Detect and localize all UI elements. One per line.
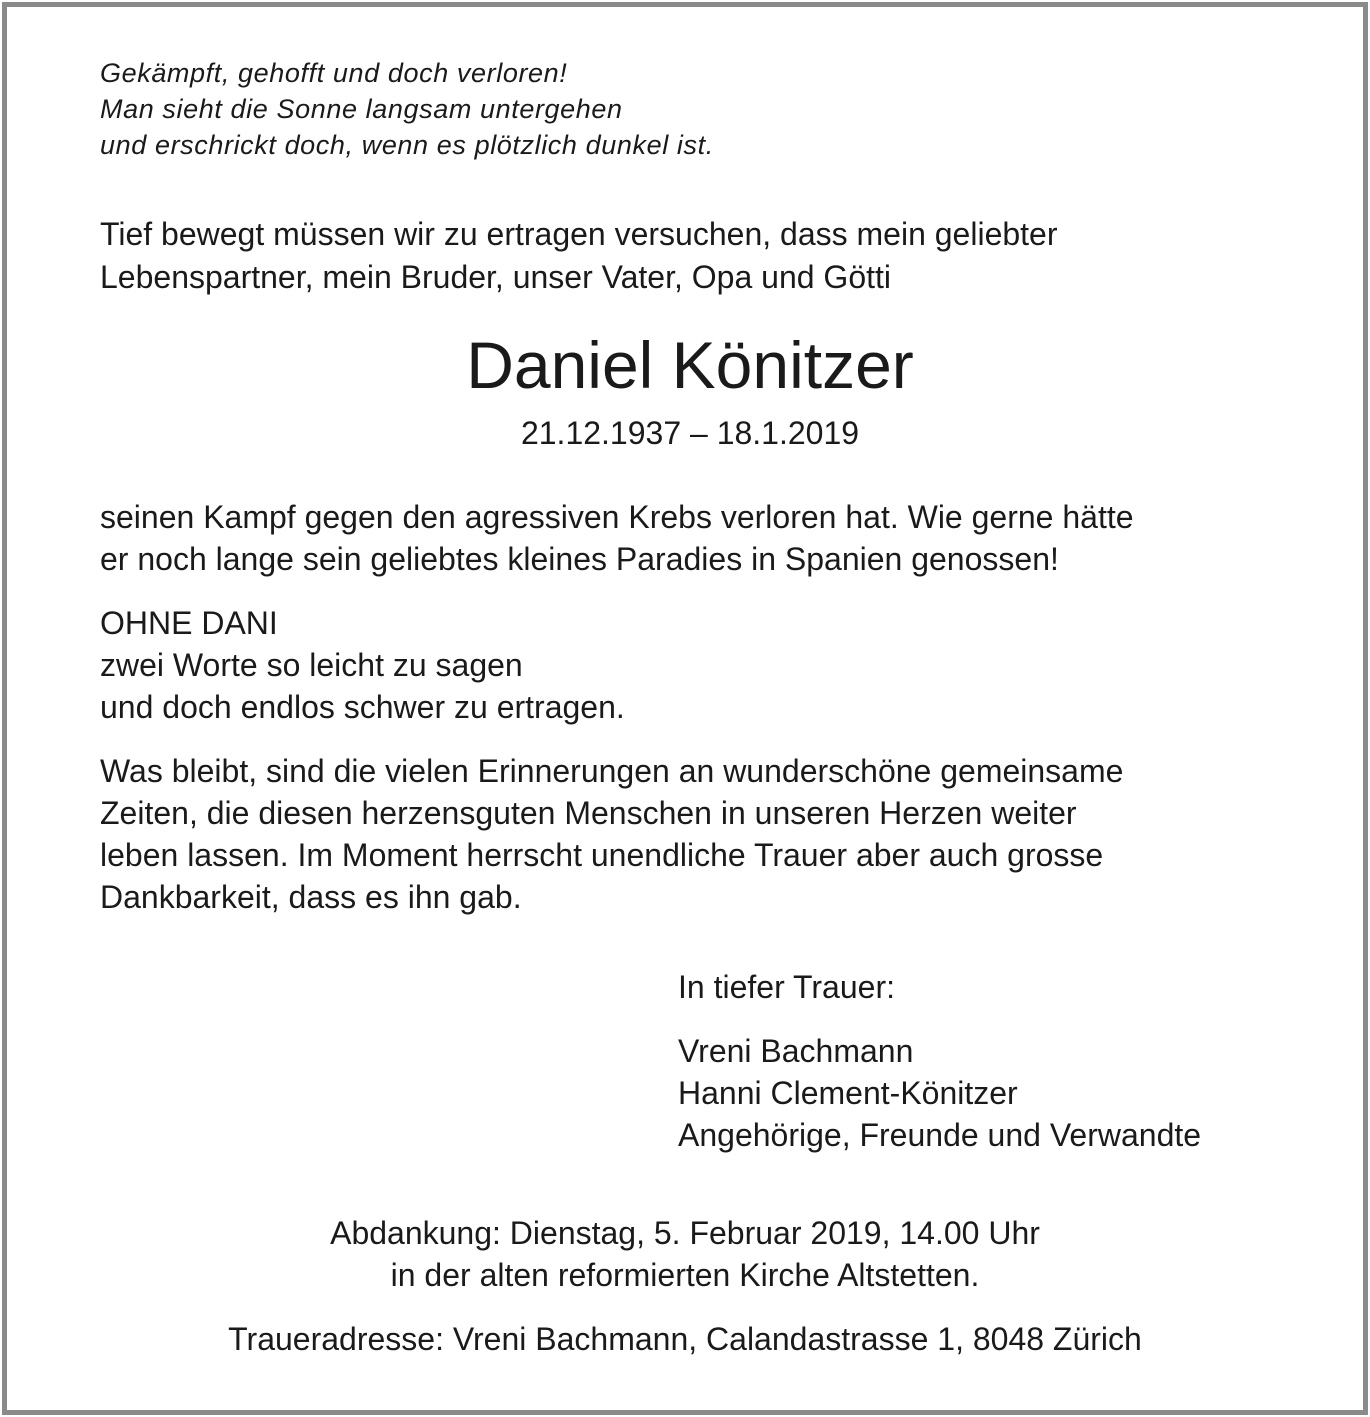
intro-line: Tief bewegt müssen wir zu ertragen versuchen, dass mein geliebter [100,216,1058,252]
mourning-heading: In tiefer Trauer: [678,969,895,1005]
paragraph-line: OHNE DANI [100,605,278,641]
motto-line: und erschrickt doch, wenn es plötzlich dunkel ist. [100,130,714,160]
paragraph-line: er noch lange sein geliebtes kleines Paradies in Spanien genossen! [100,541,1059,577]
funeral-line: in der alten reformierten Kirche Altstetten. [390,1257,980,1293]
paragraph-memories [100,750,1280,918]
paragraph-line: Zeiten, die diesen herzensguten Menschen in unseren Herzen weiter [100,795,1077,831]
paragraph-struggle [100,496,1280,580]
funeral-line: Abdankung: Dienstag, 5. Februar 2019, 14.00 Uhr [330,1215,1040,1251]
intro-text [100,213,1280,299]
motto-line: Man sieht die Sonne langsam untergehen [100,94,623,124]
paragraph-line: zwei Worte so leicht zu sagen [100,647,523,683]
notice-content [100,55,1280,918]
mourning-signers [678,1030,1201,1156]
paragraph-line: leben lassen. Im Moment herrscht unendliche Trauer aber auch grosse [100,837,1104,873]
life-dates: 21.12.1937 – 18.1.2019 [520,415,860,451]
paragraph-line: und doch endlos schwer zu ertragen. [100,689,625,725]
intro-line: Lebenspartner, mein Bruder, unser Vater, Opa und Götti [100,259,891,295]
paragraph-line: seinen Kampf gegen den agressiven Krebs verloren hat. Wie gerne hätte [100,499,1134,535]
paragraph-ohne-dani [100,602,1280,728]
motto-line: Gekämpft, gehofft und doch verloren! [100,58,568,88]
mourning-address: Traueradresse: Vreni Bachmann, Calandastrasse 1, 8048 Zürich [228,1321,1142,1357]
signer-name: Hanni Clement-Könitzer [678,1075,1018,1111]
deceased-name: Daniel Könitzer [466,328,914,402]
paragraph-line: Was bleibt, sind die vielen Erinnerungen an wunderschöne gemeinsame [100,753,1124,789]
motto-verse [100,55,1280,163]
signer-name: Vreni Bachmann [678,1033,914,1069]
paragraph-line: Dankbarkeit, dass es ihn gab. [100,879,522,915]
funeral-info [0,1212,1370,1296]
signer-name: Angehörige, Freunde und Verwandte [678,1117,1202,1153]
